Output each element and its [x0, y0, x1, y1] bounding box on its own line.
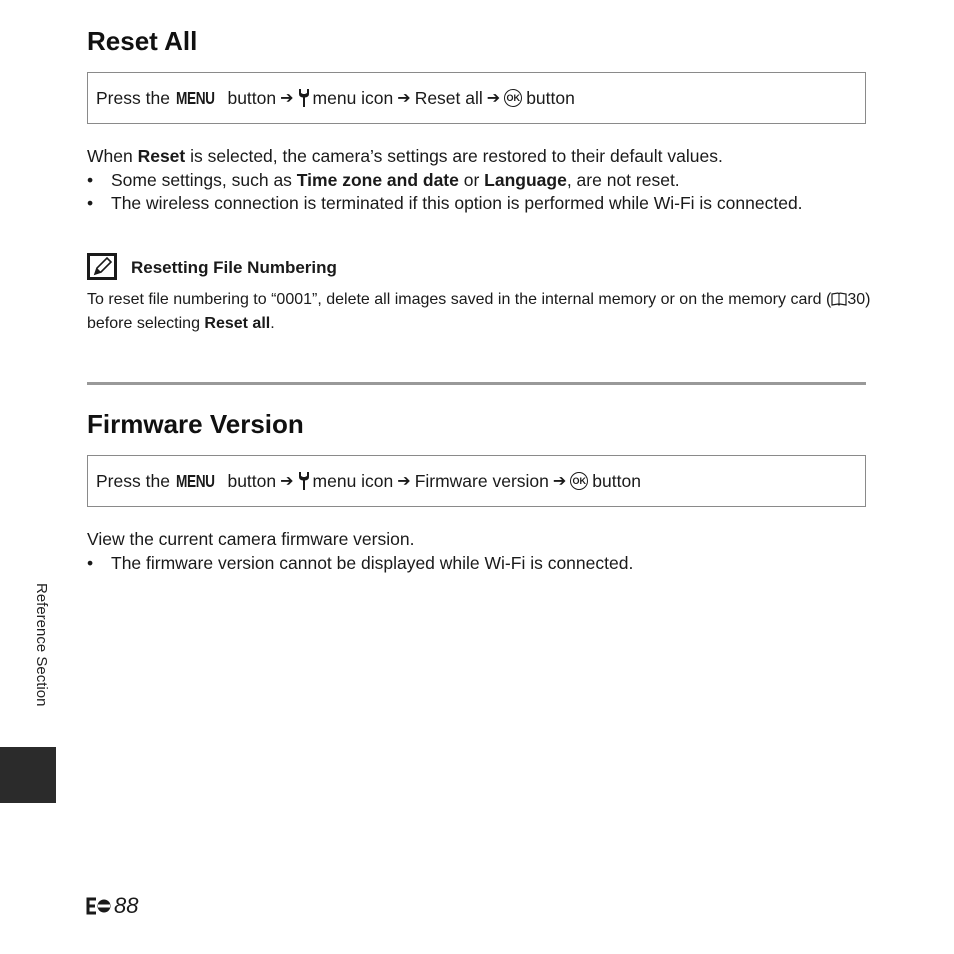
- menu-button-glyph: MENU: [175, 87, 215, 108]
- arrow-right-icon: ➔: [280, 473, 294, 490]
- nav-menu-icon-text: menu icon: [312, 87, 394, 108]
- ok-button-icon: OK: [504, 89, 522, 107]
- side-section-label: Reference Section: [33, 583, 50, 707]
- nav-path-firmware: [87, 455, 866, 507]
- bullet-dot: •: [87, 170, 94, 190]
- note-title: Resetting File Numbering: [131, 258, 337, 277]
- nav-button-text: button: [227, 87, 277, 108]
- note-bold: Reset all: [204, 315, 271, 332]
- ok-button-icon: OK: [570, 472, 588, 490]
- intro-text: is selected, the camera’s settings are restored to their default values.: [185, 146, 723, 166]
- nav-end-button-text: button: [526, 87, 575, 108]
- arrow-right-icon: ➔: [552, 473, 567, 490]
- pencil-note-icon: [87, 253, 117, 280]
- note-text: ) before selecting: [87, 291, 871, 332]
- bullet-text: The firmware version cannot be displayed while Wi-Fi is connected.: [111, 553, 634, 573]
- reset-intro: [87, 146, 723, 167]
- list-item: [87, 170, 680, 191]
- list-item: [87, 553, 633, 574]
- arrow-right-icon: ➔: [280, 90, 294, 107]
- arrow-right-icon: ➔: [397, 473, 411, 490]
- bullet-bold: Language: [484, 170, 567, 190]
- arrow-right-icon: ➔: [486, 90, 501, 107]
- page-reference: 30: [847, 291, 866, 308]
- bullet-text: Some settings, such as: [111, 170, 297, 190]
- nav-item-text: Reset all: [414, 87, 483, 108]
- note-body: [87, 288, 877, 336]
- firmware-intro: View the current camera firmware version.: [87, 529, 415, 549]
- nav-button-text: button: [227, 470, 277, 491]
- wrench-icon: [298, 89, 310, 107]
- bullet-text: or: [458, 170, 485, 190]
- menu-button-glyph: MENU: [175, 470, 215, 491]
- nav-menu-icon-text: menu icon: [312, 470, 394, 491]
- note-text: .: [270, 315, 275, 332]
- wrench-icon: [298, 472, 310, 490]
- bullet-text: , are not reset.: [566, 170, 680, 190]
- list-item: [87, 193, 803, 214]
- section-divider: [87, 382, 866, 385]
- nav-press-text: Press the: [96, 470, 170, 491]
- note-text: To reset file numbering to “0001”, delete all images saved in the internal memory or on the memory card (: [87, 291, 832, 308]
- section-title-firmware-version: Firmware Version: [87, 409, 304, 439]
- nav-path-reset-all: [87, 72, 866, 124]
- page-number-text: 88: [114, 893, 139, 918]
- page-number: [86, 893, 138, 919]
- intro-text: When: [87, 146, 138, 166]
- bullet-text: The wireless connection is terminated if this option is performed while Wi-Fi is connected.: [111, 193, 803, 213]
- bullet-dot: •: [87, 193, 94, 213]
- bullet-dot: •: [87, 553, 94, 573]
- reference-e-icon: [86, 897, 112, 915]
- side-section-tab: [0, 747, 56, 803]
- nav-item-text: Firmware version: [414, 470, 549, 491]
- book-page-reference-icon: [831, 291, 847, 307]
- arrow-right-icon: ➔: [397, 90, 411, 107]
- nav-end-button-text: button: [592, 470, 641, 491]
- nav-press-text: Press the: [96, 87, 170, 108]
- intro-bold: Reset: [137, 146, 186, 166]
- section-title-reset-all: Reset All: [87, 26, 198, 56]
- bullet-bold: Time zone and date: [296, 170, 459, 190]
